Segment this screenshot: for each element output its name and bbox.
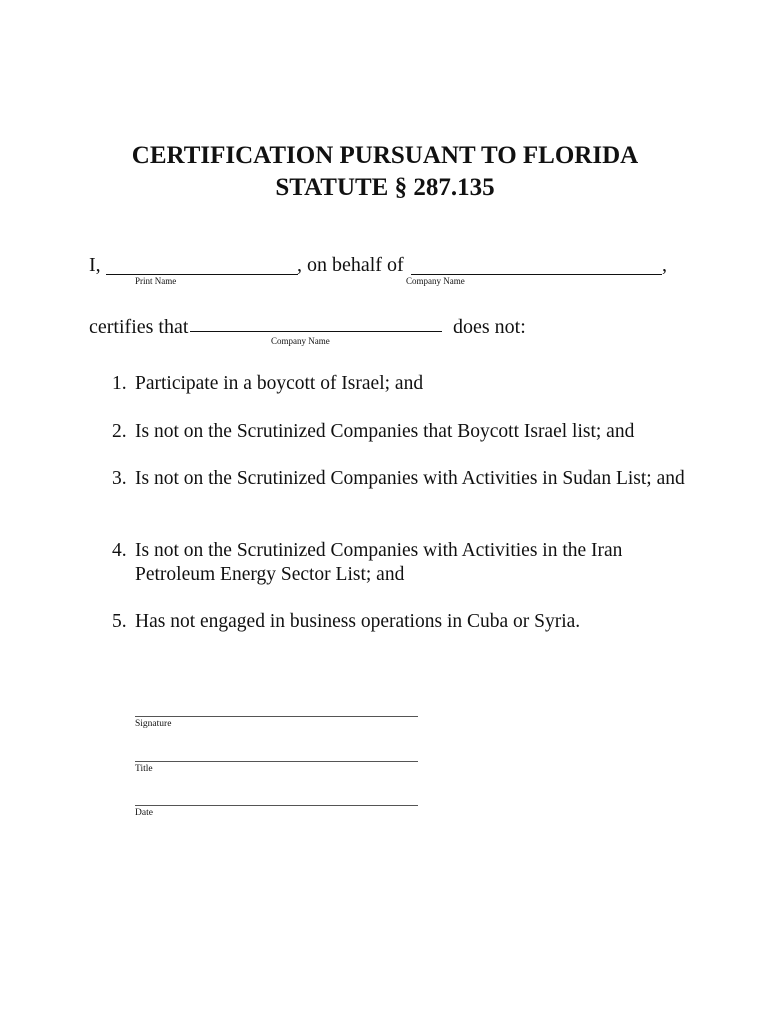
date-label: Date bbox=[135, 808, 153, 818]
list-item-number: 4. bbox=[112, 540, 127, 561]
list-item-number: 2. bbox=[112, 421, 127, 442]
title-field[interactable] bbox=[135, 761, 418, 762]
list-item-text: Has not engaged in business operations in Cuba or Syria. bbox=[135, 611, 581, 632]
document-title-line-1: CERTIFICATION PURSUANT TO FLORIDA bbox=[131, 142, 639, 169]
list-item-text: Is not on the Scrutinized Companies that Boycott Israel list; and bbox=[135, 421, 635, 442]
document-title-line-2: STATUTE § 287.135 bbox=[275, 174, 495, 201]
company-name-caption-1: Company Name bbox=[406, 276, 465, 286]
signature-label: Signature bbox=[135, 719, 172, 729]
title-label: Title bbox=[135, 764, 153, 774]
does-not-text: does not: bbox=[453, 316, 526, 338]
print-name-caption: Print Name bbox=[135, 276, 177, 286]
statement-prefix: I, bbox=[89, 254, 101, 276]
list-item-text: Is not on the Scrutinized Companies with Activities in the Iran Petroleum Energy Sector List; and bbox=[135, 540, 623, 585]
company-name-field-1[interactable] bbox=[411, 274, 662, 275]
trailing-comma: , bbox=[662, 254, 667, 276]
company-name-field-2[interactable] bbox=[190, 331, 442, 332]
list-item-number: 3. bbox=[112, 468, 127, 489]
print-name-field[interactable] bbox=[106, 274, 298, 275]
certifies-that-text: certifies that bbox=[89, 316, 189, 338]
list-item-number: 5. bbox=[112, 611, 127, 632]
company-name-caption-2: Company Name bbox=[271, 336, 330, 346]
date-field[interactable] bbox=[135, 805, 418, 806]
list-item-number: 1. bbox=[112, 373, 127, 394]
list-item-text: Is not on the Scrutinized Companies with Activities in Sudan List; and bbox=[135, 468, 685, 489]
list-item-text: Participate in a boycott of Israel; and bbox=[135, 373, 424, 394]
signature-field[interactable] bbox=[135, 716, 418, 717]
on-behalf-of-text: , on behalf of bbox=[297, 254, 404, 276]
